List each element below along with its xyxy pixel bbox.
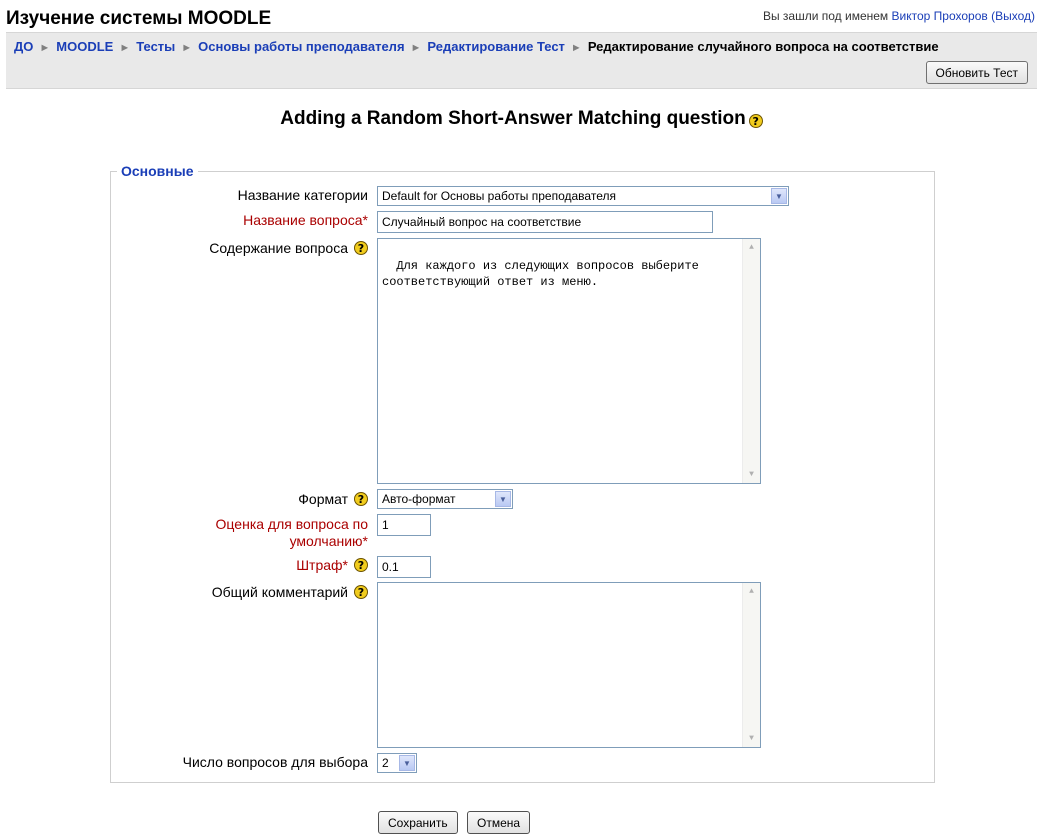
penalty-label [296, 557, 368, 573]
textarea-scrollbar[interactable] [742, 239, 760, 483]
category-select[interactable] [377, 186, 789, 206]
page-title-text: Adding a Random Short-Answer Matching question [280, 108, 746, 129]
default-grade-input[interactable]: 1 [377, 514, 431, 536]
breadcrumb-separator-icon: ► [410, 42, 422, 54]
navbar [6, 32, 1037, 89]
required-mark: * [342, 557, 348, 573]
logout-link[interactable]: (Выход) [991, 9, 1035, 23]
default-grade-label-line2: умолчанию [289, 533, 363, 549]
fieldset-legend[interactable]: Основные [121, 163, 194, 179]
help-icon[interactable]: ? [354, 241, 368, 255]
scroll-down-icon[interactable]: ▼ [749, 734, 754, 743]
chevron-down-icon[interactable]: ▼ [495, 491, 511, 507]
question-name-label-text: Название вопроса [243, 212, 363, 228]
question-text-label [209, 240, 368, 256]
breadcrumb-separator-icon: ► [181, 42, 193, 54]
save-button[interactable]: Сохранить [378, 811, 458, 834]
chevron-down-icon[interactable]: ▼ [399, 755, 415, 771]
breadcrumb-link-edit-quiz[interactable]: Редактирование Тест [427, 39, 565, 54]
login-prefix: Вы зашли под именем [762, 9, 889, 23]
format-label-text: Формат [298, 491, 348, 507]
update-quiz-button[interactable]: Обновить Тест [926, 61, 1029, 84]
breadcrumb-separator-icon: ► [119, 42, 131, 54]
category-label: Название категории [237, 187, 368, 203]
breadcrumb-separator-icon: ► [570, 42, 582, 54]
breadcrumb-current: Редактирование случайного вопроса на соответствие [587, 39, 939, 54]
question-text-value: Для каждого из следующих вопросов выберите соответствующий ответ из меню. [382, 259, 699, 289]
penalty-label-text: Штраф [296, 557, 343, 573]
site-title: Изучение системы MOODLE [6, 8, 272, 29]
choose-count-select[interactable] [377, 753, 417, 773]
breadcrumb-link-quiz[interactable]: Основы работы преподавателя [198, 39, 405, 54]
format-select[interactable] [377, 489, 513, 509]
category-select-value: Default for Основы работы преподавателя [382, 189, 616, 203]
choose-count-label: Число вопросов для выбора [182, 754, 368, 770]
general-feedback-textarea[interactable] [377, 582, 761, 748]
scroll-up-icon[interactable]: ▲ [749, 243, 754, 252]
format-select-value: Авто-формат [382, 492, 456, 506]
required-mark: * [362, 212, 368, 228]
question-name-label [243, 212, 368, 228]
chevron-down-icon[interactable]: ▼ [771, 188, 787, 204]
breadcrumb-link-home[interactable]: ДО [14, 39, 34, 54]
cancel-button[interactable]: Отмена [467, 811, 530, 834]
breadcrumb-separator-icon: ► [39, 42, 51, 54]
general-feedback-label [212, 584, 368, 600]
breadcrumb [14, 39, 939, 54]
default-grade-label-line1: Оценка для вопроса по [215, 516, 368, 532]
general-feedback-label-text: Общий комментарий [211, 584, 348, 600]
page-title [0, 108, 1043, 130]
default-grade-label [216, 516, 368, 550]
penalty-input[interactable]: 0.1 [377, 556, 431, 578]
question-text-textarea[interactable] [377, 238, 761, 484]
breadcrumb-link-course[interactable]: MOODLE [56, 39, 114, 54]
breadcrumb-link-quizzes[interactable]: Тесты [136, 39, 176, 54]
scroll-down-icon[interactable]: ▼ [749, 470, 754, 479]
help-icon[interactable]: ? [354, 492, 368, 506]
help-icon[interactable]: ? [354, 558, 368, 572]
user-profile-link[interactable]: Виктор Прохоров [891, 9, 988, 23]
required-mark: * [362, 533, 368, 549]
login-info [763, 9, 1035, 23]
help-icon[interactable]: ? [354, 585, 368, 599]
textarea-scrollbar[interactable] [742, 583, 760, 747]
help-icon[interactable]: ? [749, 114, 763, 128]
format-label [298, 491, 368, 507]
choose-count-value: 2 [382, 756, 389, 770]
scroll-up-icon[interactable]: ▲ [749, 587, 754, 596]
question-text-label-text: Содержание вопроса [209, 240, 348, 256]
question-name-input[interactable]: Случайный вопрос на соответствие [377, 211, 713, 233]
